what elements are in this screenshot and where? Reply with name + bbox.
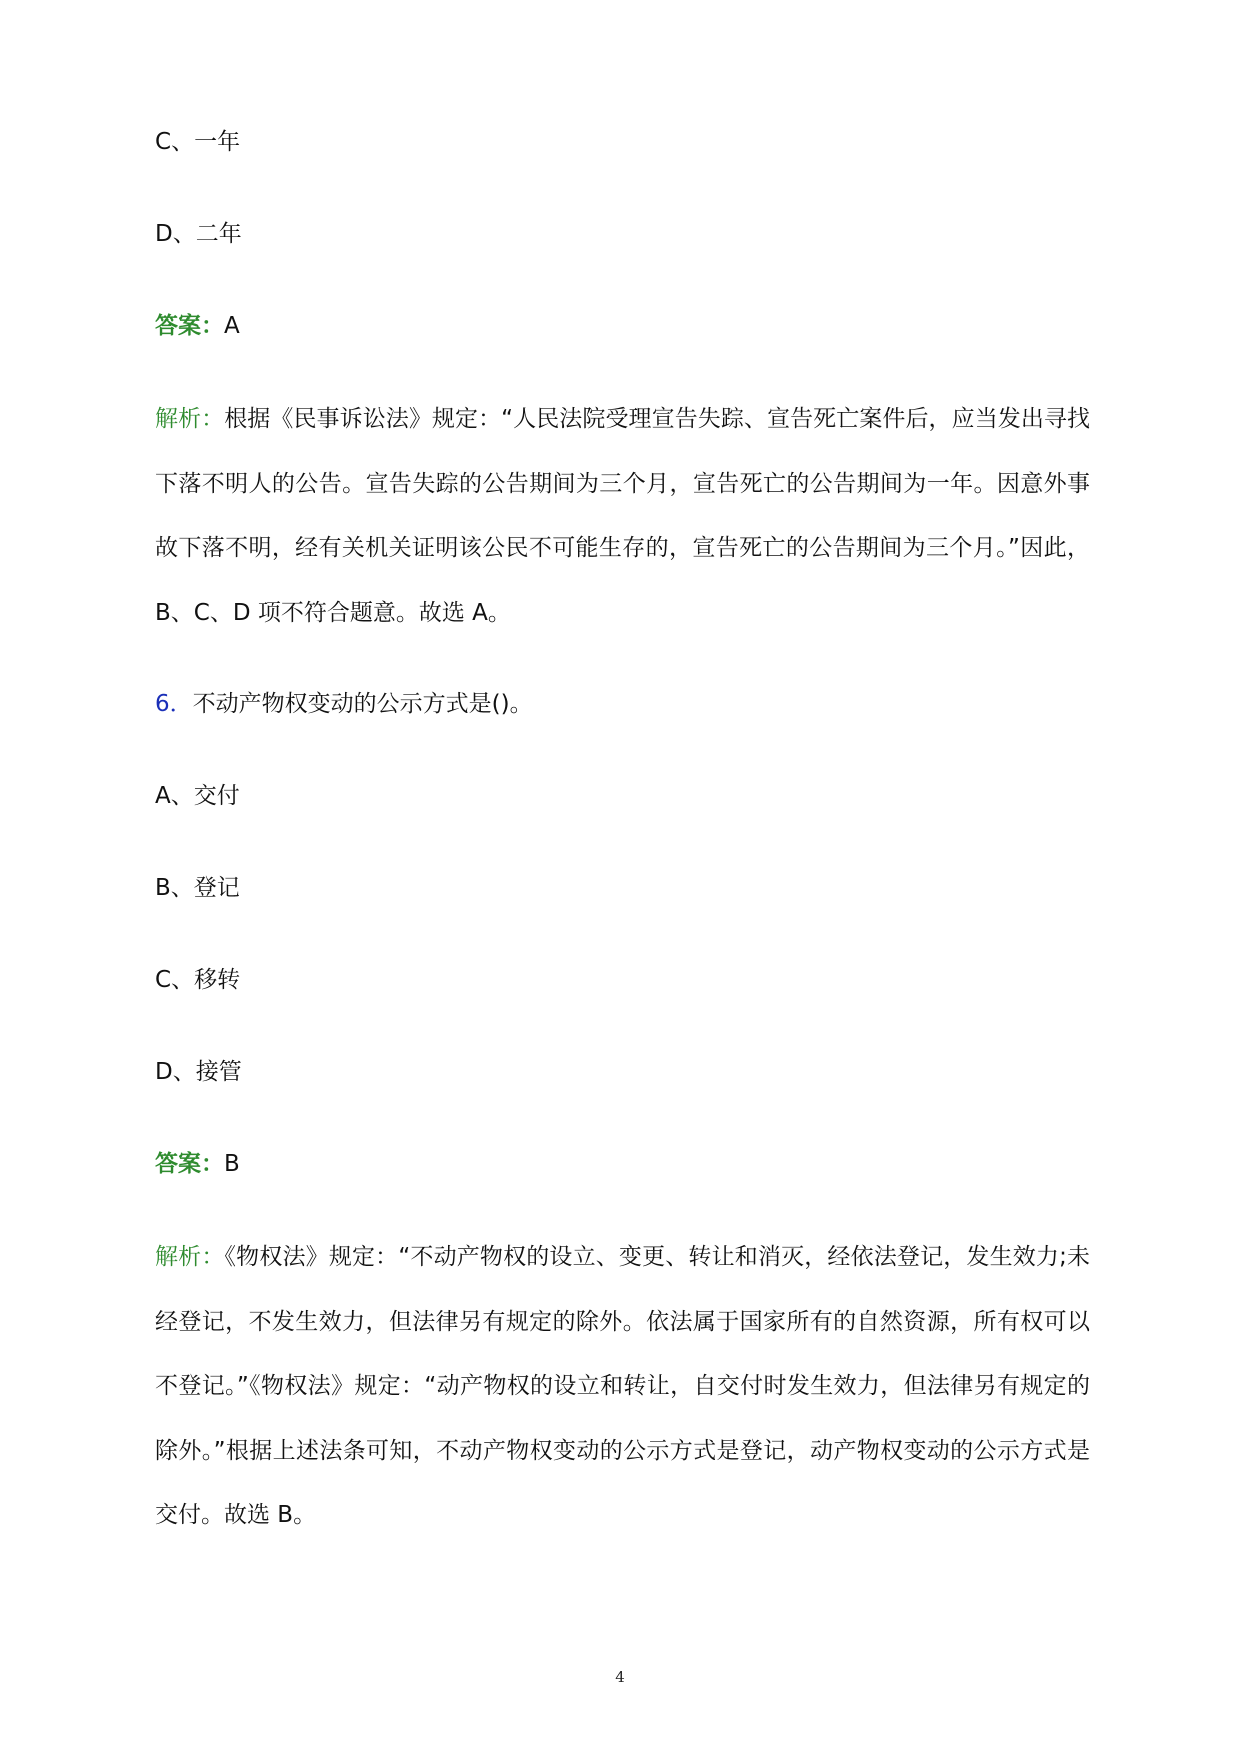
option-text: 交付 bbox=[193, 783, 240, 809]
option-a bbox=[155, 781, 240, 811]
option-separator: 、 bbox=[170, 783, 194, 809]
page-number: 4 bbox=[615, 1668, 625, 1686]
option-text: 移转 bbox=[194, 967, 241, 993]
question-number: 6 bbox=[155, 691, 170, 717]
option-letter: C bbox=[155, 129, 172, 155]
option-text: 登记 bbox=[193, 875, 240, 901]
option-letter: B bbox=[155, 875, 171, 901]
answer-line bbox=[155, 1149, 240, 1179]
answer-value: B bbox=[224, 1151, 240, 1177]
option-separator: 、 bbox=[172, 221, 196, 247]
analysis-text: 《物权法》规定：“不动产物权的设立、变更、转让和消灭，经依法登记，发生效力;未经登记，不发生效力，但法律另有规定的除外。依法属于国家所有的自然资源，所有权可以不登记。”《物权法》规定：“动产物权的设立和转让，自交付时发生效力，但法律另有规定的除外。”根据上述法条可知，不动产物权变动的公示方式是登记，动产物权变动的公示方式是交付。故选 B。 bbox=[155, 1244, 1090, 1528]
answer-line bbox=[155, 311, 240, 341]
option-text: 接管 bbox=[195, 1059, 242, 1085]
analysis-label: 解析： bbox=[155, 406, 225, 432]
option-letter: D bbox=[155, 221, 173, 247]
option-d bbox=[155, 219, 242, 249]
option-c bbox=[155, 965, 240, 995]
option-letter: A bbox=[155, 783, 171, 809]
option-letter: D bbox=[155, 1059, 173, 1085]
question-stem bbox=[155, 689, 533, 719]
option-text: 一年 bbox=[194, 129, 241, 155]
question-text: 不动产物权变动的公示方式是()。 bbox=[192, 691, 533, 717]
option-separator: 、 bbox=[172, 1059, 196, 1085]
option-letter: C bbox=[155, 967, 172, 993]
question-number-separator: ． bbox=[169, 691, 193, 717]
option-d bbox=[155, 1057, 242, 1087]
answer-value: A bbox=[224, 313, 240, 339]
option-c bbox=[155, 127, 240, 157]
analysis-text: 根据《民事诉讼法》规定：“人民法院受理宣告失踪、宣告死亡案件后，应当发出寻找下落不明人的公告。宣告失踪的公告期间为三个月，宣告死亡的公告期间为一年。因意外事故下落不明，经有关机关证明该公民不可能生存的，宣告死亡的公告期间为三个月。”因此，B、C、D 项不符合题意。故选 A。 bbox=[155, 406, 1090, 626]
option-separator: 、 bbox=[171, 129, 195, 155]
option-text: 二年 bbox=[195, 221, 242, 247]
answer-label: 答案： bbox=[155, 1151, 224, 1177]
option-separator: 、 bbox=[171, 967, 195, 993]
option-separator: 、 bbox=[170, 875, 194, 901]
analysis-label: 解析： bbox=[155, 1244, 225, 1270]
analysis-paragraph bbox=[155, 387, 1090, 645]
analysis-paragraph bbox=[155, 1225, 1090, 1548]
option-b bbox=[155, 873, 240, 903]
answer-label: 答案： bbox=[155, 313, 224, 339]
